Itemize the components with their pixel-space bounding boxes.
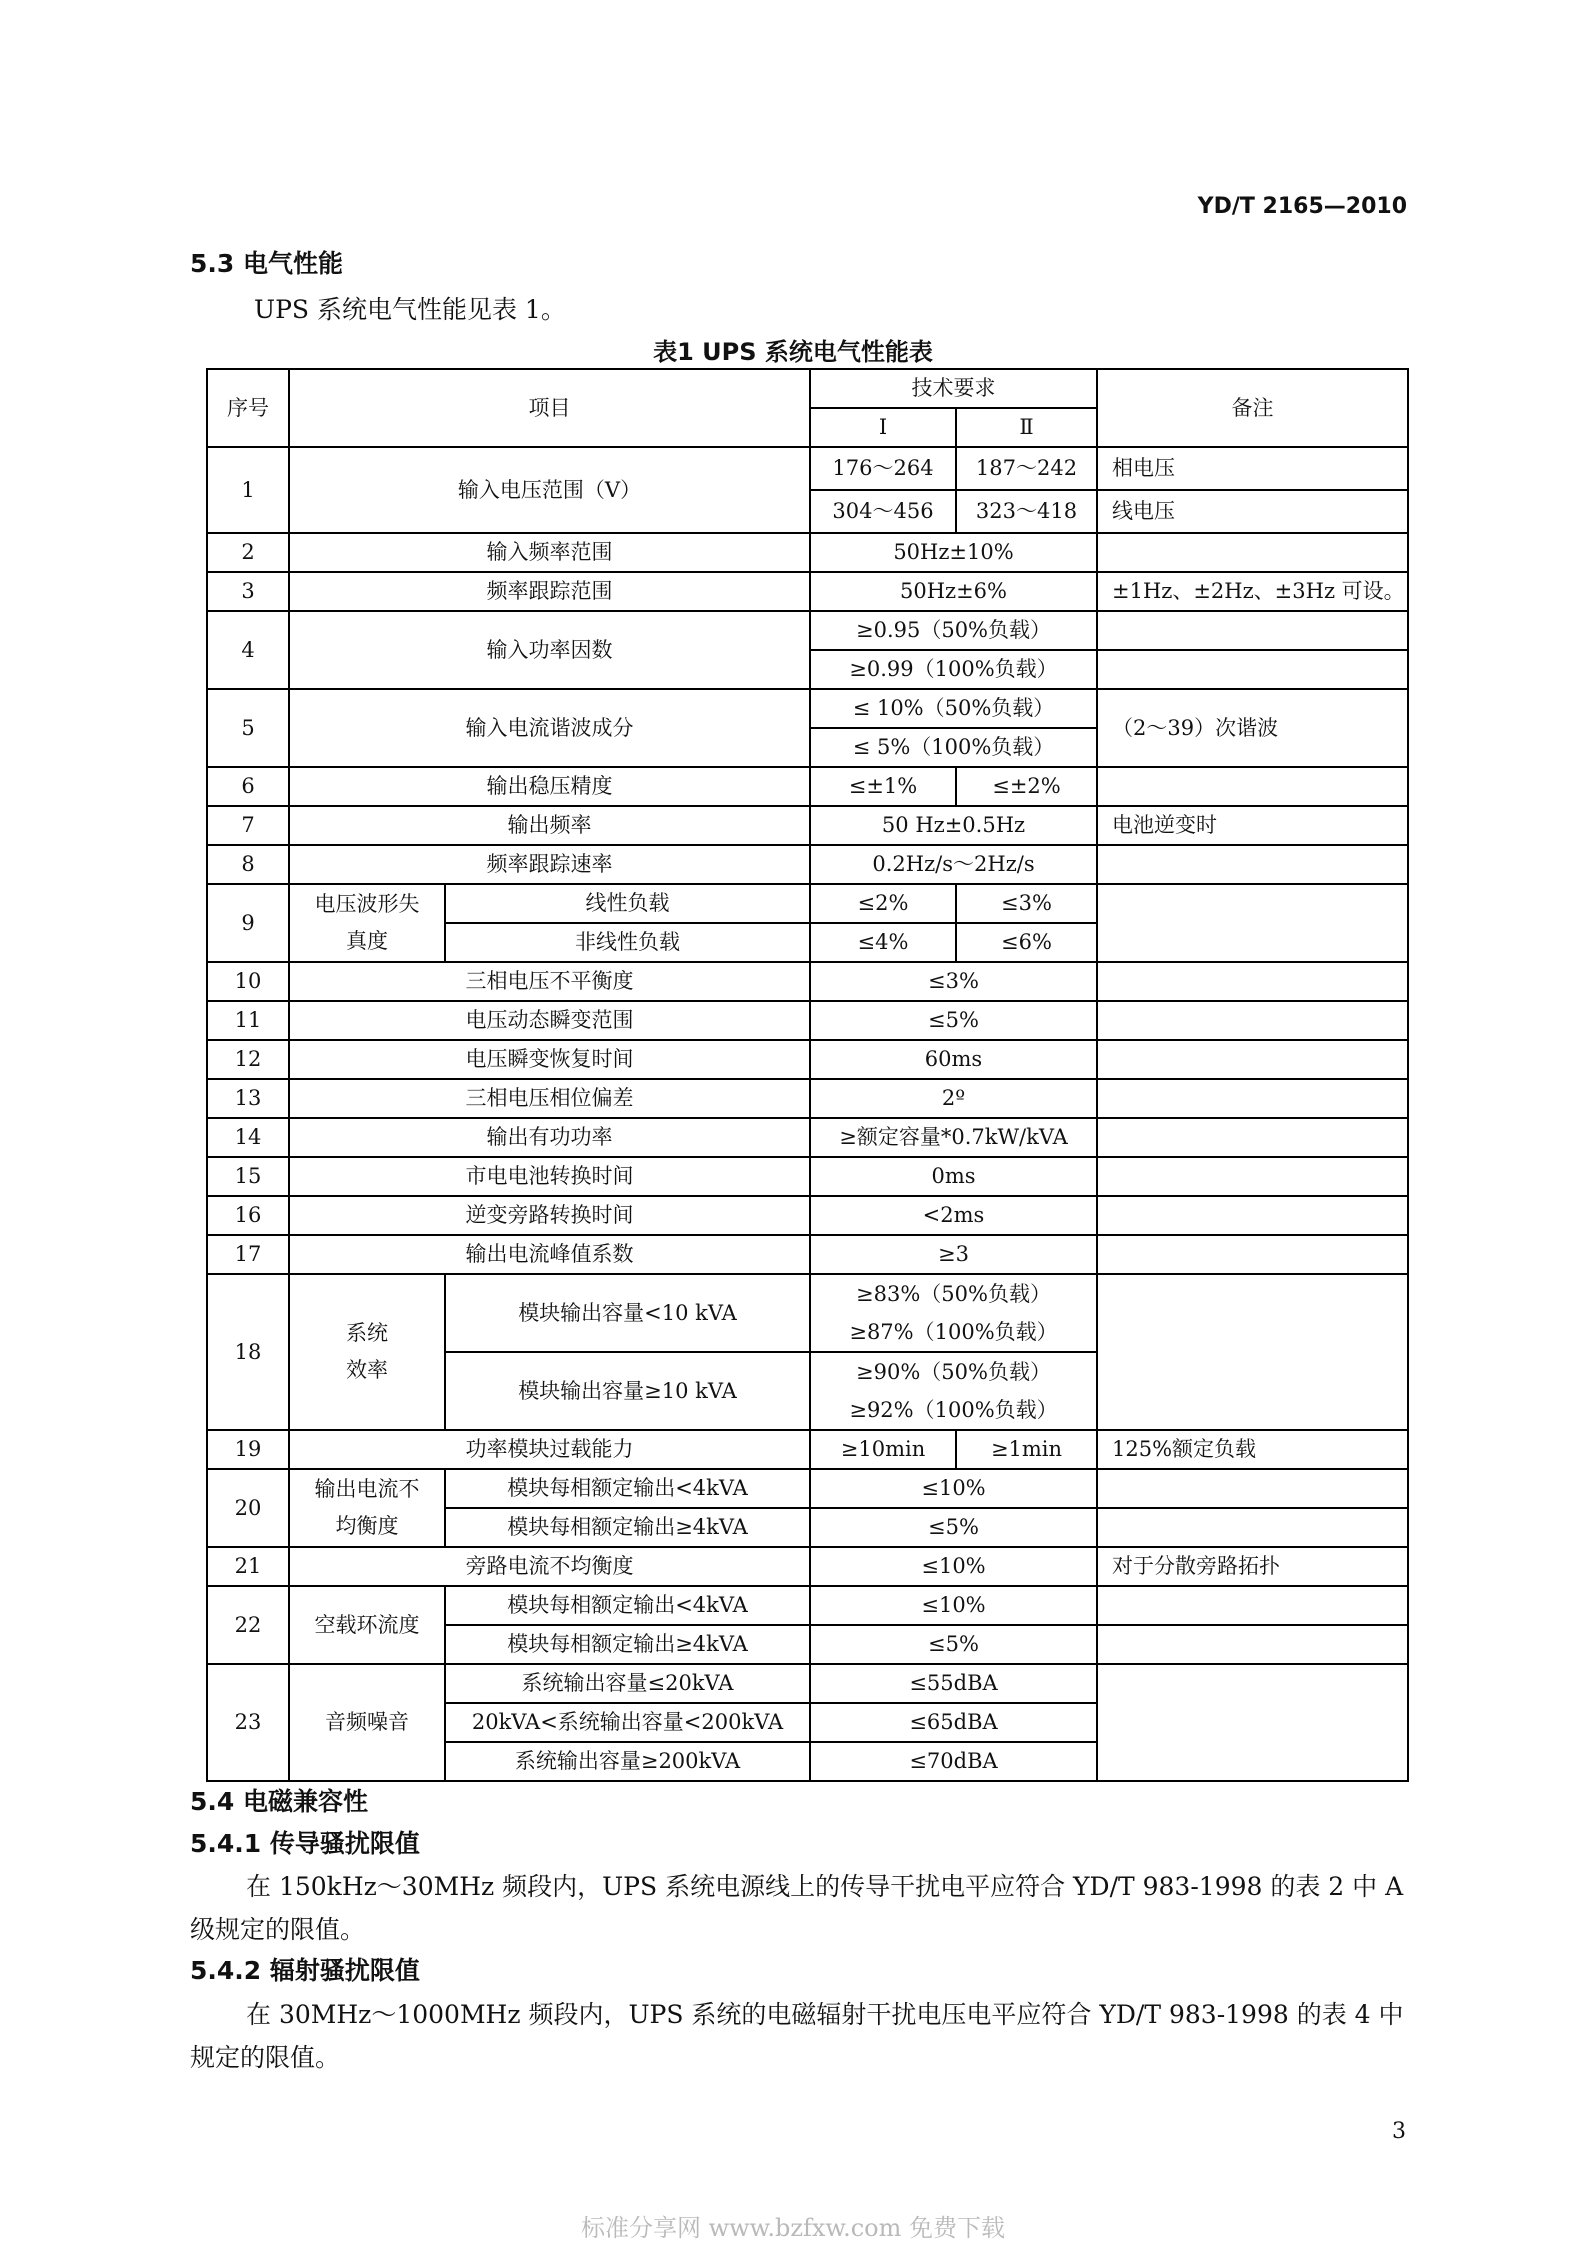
cell-no: 19 <box>207 1430 289 1469</box>
section-heading-5-4-1: 5.4.1 传导骚扰限值 <box>190 1829 420 1858</box>
cell-req: 50Hz±10% <box>810 533 1097 572</box>
paragraph-line: 规定的限值。 <box>190 2043 341 2072</box>
header-req-1: Ⅰ <box>810 408 956 447</box>
cell-req: 50 Hz±0.5Hz <box>810 806 1097 845</box>
cell-item: 旁路电流不均衡度 <box>289 1547 810 1586</box>
cell-sub: 线性负载 <box>445 884 810 923</box>
cell-req: ≥3 <box>810 1235 1097 1274</box>
cell-note <box>1097 1040 1408 1079</box>
section-heading-5-4-2: 5.4.2 辐射骚扰限值 <box>190 1956 420 1985</box>
cell-req: 0.2Hz/s～2Hz/s <box>810 845 1097 884</box>
paragraph-line: 级规定的限值。 <box>190 1915 366 1944</box>
table-row <box>207 1469 1408 1508</box>
cell-req: ≥10min <box>810 1430 956 1469</box>
header-req-2: Ⅱ <box>956 408 1097 447</box>
cell-item: 三相电压不平衡度 <box>289 962 810 1001</box>
table-row <box>207 884 1408 923</box>
cell-note: 相电压 <box>1097 447 1408 490</box>
cell-item: 输入电流谐波成分 <box>289 689 810 767</box>
section-heading-5-3: 5.3 电气性能 <box>190 249 343 278</box>
cell-group: 输出电流不 均衡度 <box>289 1469 445 1547</box>
cell-req: ≥83%（50%负载） ≥87%（100%负载） <box>810 1274 1097 1352</box>
cell-item: 输出稳压精度 <box>289 767 810 806</box>
cell-req: ≤10% <box>810 1469 1097 1508</box>
table-header-row <box>207 369 1408 408</box>
table-row <box>207 1196 1408 1235</box>
cell-note: 125%额定负载 <box>1097 1430 1408 1469</box>
paragraph-line: 在 30MHz～1000MHz 频段内，UPS 系统的电磁辐射干扰电压电平应符合 YD/T 983-1998 的表 4 中 <box>246 2000 1404 2029</box>
cell-req: <2ms <box>810 1196 1097 1235</box>
table-row <box>207 1430 1408 1469</box>
cell-note <box>1097 767 1408 806</box>
cell-note <box>1097 1508 1408 1547</box>
table-row <box>207 689 1408 728</box>
section-heading-5-4: 5.4 电磁兼容性 <box>190 1787 368 1816</box>
header-item: 项目 <box>289 369 810 447</box>
cell-req: ≤10% <box>810 1586 1097 1625</box>
cell-note <box>1097 650 1408 689</box>
cell-item: 输出频率 <box>289 806 810 845</box>
cell-item: 频率跟踪范围 <box>289 572 810 611</box>
table-row <box>207 1586 1408 1625</box>
cell-req: ≥90%（50%负载） ≥92%（100%负载） <box>810 1352 1097 1430</box>
cell-item: 市电电池转换时间 <box>289 1157 810 1196</box>
table-row <box>207 1664 1408 1703</box>
cell-sub: 模块每相额定输出<4kVA <box>445 1586 810 1625</box>
cell-req: ≤5% <box>810 1001 1097 1040</box>
table-row <box>207 1547 1408 1586</box>
cell-item: 输入功率因数 <box>289 611 810 689</box>
table-row <box>207 572 1408 611</box>
header-no: 序号 <box>207 369 289 447</box>
header-note: 备注 <box>1097 369 1408 447</box>
cell-item: 输出电流峰值系数 <box>289 1235 810 1274</box>
cell-no: 21 <box>207 1547 289 1586</box>
table-row <box>207 1040 1408 1079</box>
cell-no: 1 <box>207 447 289 533</box>
cell-note <box>1097 1625 1408 1664</box>
cell-no: 13 <box>207 1079 289 1118</box>
table-row <box>207 962 1408 1001</box>
cell-note <box>1097 533 1408 572</box>
cell-sub: 系统输出容量≤20kVA <box>445 1664 810 1703</box>
cell-req: 60ms <box>810 1040 1097 1079</box>
table-row <box>207 1274 1408 1352</box>
cell-note <box>1097 1586 1408 1625</box>
cell-no: 12 <box>207 1040 289 1079</box>
cell-no: 15 <box>207 1157 289 1196</box>
table-row <box>207 1235 1408 1274</box>
cell-req: 0ms <box>810 1157 1097 1196</box>
cell-req: 304～456 <box>810 490 956 533</box>
cell-req: 176～264 <box>810 447 956 490</box>
table-row <box>207 1079 1408 1118</box>
cell-req: ≥额定容量*0.7kW/kVA <box>810 1118 1097 1157</box>
cell-req: ≤4% <box>810 923 956 962</box>
cell-req: ≥1min <box>956 1430 1097 1469</box>
cell-no: 7 <box>207 806 289 845</box>
cell-no: 17 <box>207 1235 289 1274</box>
cell-no: 6 <box>207 767 289 806</box>
cell-req: ≤6% <box>956 923 1097 962</box>
cell-item: 输入频率范围 <box>289 533 810 572</box>
cell-no: 20 <box>207 1469 289 1547</box>
cell-sub: 20kVA<系统输出容量<200kVA <box>445 1703 810 1742</box>
cell-item: 输出有功功率 <box>289 1118 810 1157</box>
cell-no: 23 <box>207 1664 289 1781</box>
cell-req: ≤55dBA <box>810 1664 1097 1703</box>
cell-req: ≤2% <box>810 884 956 923</box>
table-row <box>207 806 1408 845</box>
table-title: 表1 UPS 系统电气性能表 <box>653 338 933 366</box>
cell-req: 187～242 <box>956 447 1097 490</box>
table-row <box>207 1118 1408 1157</box>
table-row <box>207 1157 1408 1196</box>
cell-item: 电压动态瞬变范围 <box>289 1001 810 1040</box>
table-row <box>207 845 1408 884</box>
cell-sub: 模块输出容量≥10 kVA <box>445 1352 810 1430</box>
page-number: 3 <box>1392 2119 1406 2144</box>
cell-group: 电压波形失 真度 <box>289 884 445 962</box>
cell-req: ≤ 5%（100%负载） <box>810 728 1097 767</box>
table-row <box>207 611 1408 650</box>
header-req: 技术要求 <box>810 369 1097 408</box>
cell-note <box>1097 1664 1408 1781</box>
cell-note <box>1097 1469 1408 1508</box>
cell-no: 3 <box>207 572 289 611</box>
electrical-performance-table <box>206 368 1409 1782</box>
cell-req: 50Hz±6% <box>810 572 1097 611</box>
cell-req: ≥0.95（50%负载） <box>810 611 1097 650</box>
cell-note <box>1097 845 1408 884</box>
cell-req: ≤5% <box>810 1625 1097 1664</box>
cell-req: 2º <box>810 1079 1097 1118</box>
cell-no: 9 <box>207 884 289 962</box>
cell-req: ≤3% <box>810 962 1097 1001</box>
cell-group: 空载环流度 <box>289 1586 445 1664</box>
standard-number: YD/T 2165—2010 <box>1197 194 1407 219</box>
cell-sub: 非线性负载 <box>445 923 810 962</box>
cell-req: ≤±2% <box>956 767 1097 806</box>
section-intro: UPS 系统电气性能见表 1。 <box>254 295 566 324</box>
cell-req: ≤ 10%（50%负载） <box>810 689 1097 728</box>
cell-no: 14 <box>207 1118 289 1157</box>
cell-note: 对于分散旁路拓扑 <box>1097 1547 1408 1586</box>
cell-sub: 模块每相额定输出≥4kVA <box>445 1508 810 1547</box>
cell-item: 逆变旁路转换时间 <box>289 1196 810 1235</box>
table-row <box>207 767 1408 806</box>
cell-req: ≤70dBA <box>810 1742 1097 1781</box>
paragraph-line: 在 150kHz～30MHz 频段内，UPS 系统电源线上的传导干扰电平应符合 YD/T 983-1998 的表 2 中 A <box>246 1872 1404 1901</box>
cell-no: 5 <box>207 689 289 767</box>
cell-req: ≤5% <box>810 1508 1097 1547</box>
cell-sub: 系统输出容量≥200kVA <box>445 1742 810 1781</box>
cell-group: 音频噪音 <box>289 1664 445 1781</box>
cell-note: 电池逆变时 <box>1097 806 1408 845</box>
cell-item: 三相电压相位偏差 <box>289 1079 810 1118</box>
cell-note <box>1097 962 1408 1001</box>
cell-no: 22 <box>207 1586 289 1664</box>
table-row <box>207 533 1408 572</box>
cell-note: 线电压 <box>1097 490 1408 533</box>
cell-sub: 模块每相额定输出<4kVA <box>445 1469 810 1508</box>
cell-note <box>1097 1274 1408 1430</box>
cell-no: 2 <box>207 533 289 572</box>
cell-note <box>1097 884 1408 962</box>
table-row <box>207 1001 1408 1040</box>
cell-item: 输入电压范围（V） <box>289 447 810 533</box>
cell-note <box>1097 1001 1408 1040</box>
cell-note <box>1097 1079 1408 1118</box>
cell-group: 系统 效率 <box>289 1274 445 1430</box>
cell-sub: 模块输出容量<10 kVA <box>445 1274 810 1352</box>
cell-item: 频率跟踪速率 <box>289 845 810 884</box>
cell-no: 16 <box>207 1196 289 1235</box>
cell-note <box>1097 1196 1408 1235</box>
cell-no: 10 <box>207 962 289 1001</box>
cell-note: （2～39）次谐波 <box>1097 689 1408 767</box>
cell-no: 8 <box>207 845 289 884</box>
cell-sub: 模块每相额定输出≥4kVA <box>445 1625 810 1664</box>
cell-no: 11 <box>207 1001 289 1040</box>
cell-note <box>1097 1157 1408 1196</box>
cell-req: 323～418 <box>956 490 1097 533</box>
watermark-footer: 标准分享网 www.bzfxw.com 免费下载 <box>580 2214 1006 2242</box>
cell-req: ≤±1% <box>810 767 956 806</box>
cell-req: ≤65dBA <box>810 1703 1097 1742</box>
cell-note: ±1Hz、±2Hz、±3Hz 可设。 <box>1097 572 1408 611</box>
cell-item: 功率模块过载能力 <box>289 1430 810 1469</box>
cell-req: ≤3% <box>956 884 1097 923</box>
cell-req: ≤10% <box>810 1547 1097 1586</box>
cell-no: 18 <box>207 1274 289 1430</box>
cell-note <box>1097 611 1408 650</box>
cell-req: ≥0.99（100%负载） <box>810 650 1097 689</box>
cell-item: 电压瞬变恢复时间 <box>289 1040 810 1079</box>
cell-note <box>1097 1118 1408 1157</box>
cell-note <box>1097 1235 1408 1274</box>
cell-no: 4 <box>207 611 289 689</box>
table-row <box>207 447 1408 490</box>
